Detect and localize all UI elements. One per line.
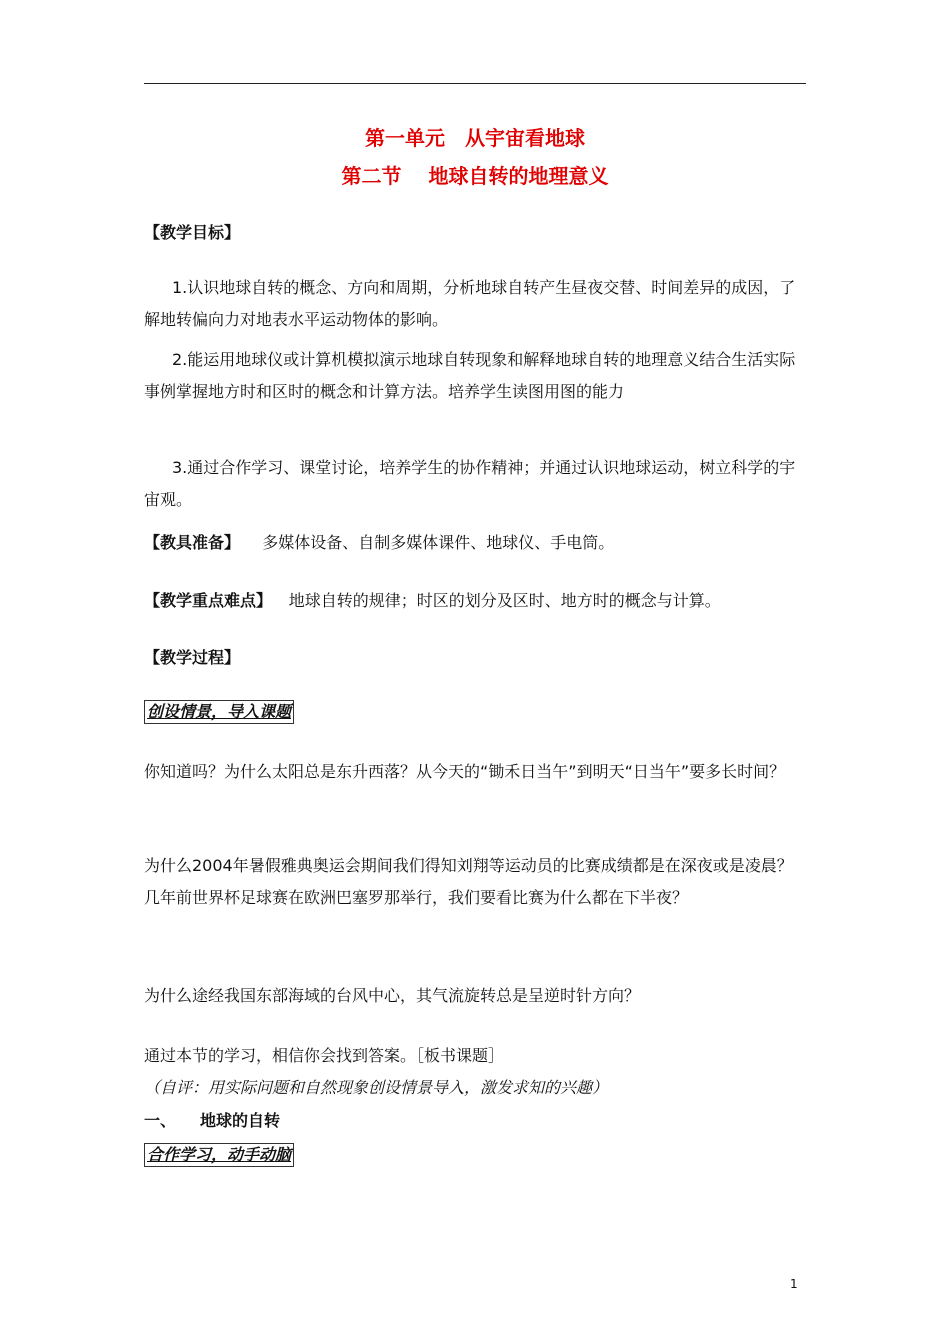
key-points-text: 地球自转的规律；时区的划分及区时、地方时的概念与计算。	[288, 591, 721, 610]
objective-3: 3.通过合作学习、课堂讨论，培养学生的协作精神；并通过认识地球运动，树立科学的宇宙观。	[144, 458, 796, 509]
objectives-heading: 【教学目标】	[144, 223, 241, 242]
question-3: 为什么途经我国东部海域的台风中心，其气流旋转总是呈逆时针方向？	[144, 986, 641, 1005]
key-points-line	[144, 588, 721, 611]
question-2: 为什么2004年暑假雅典奥运会期间我们得知刘翔等运动员的比赛成绩都是在深夜或是凌晨？ 几年前世界杯足球赛在欧洲巴塞罗那举行，我们要看比赛为什么都在下半夜？	[144, 856, 793, 907]
cooperation-box: 合作学习，动手动脑	[144, 1143, 294, 1167]
page-number: 1	[790, 1277, 798, 1291]
tools-line	[144, 530, 614, 553]
header-rule	[144, 83, 806, 84]
objective-2: 2.能运用地球仪或计算机模拟演示地球自转现象和解释地球自转的地理意义结合生活实际事例掌握地方时和区时的概念和计算方法。培养学生读图用图的能力	[144, 350, 796, 401]
objective-1: 1.认识地球自转的概念、方向和周期，分析地球自转产生昼夜交替、时间差异的成因，了解地转偏向力对地表水平运动物体的影响。	[144, 278, 796, 329]
section-title: 第二节 地球自转的地理意义	[341, 164, 609, 188]
tools-text: 多媒体设备、自制多媒体课件、地球仪、手电筒。	[262, 533, 615, 552]
section-1-title: 一、 地球的自转	[144, 1111, 281, 1130]
unit-title: 第一单元 从宇宙看地球	[365, 126, 585, 150]
question-1: 你知道吗？为什么太阳总是东升西落？从今天的“锄禾日当午”到明天“日当午”要多长时间？	[144, 762, 786, 781]
tools-heading: 【教具准备】	[144, 533, 241, 552]
key-points-heading: 【教学重点难点】	[144, 591, 273, 610]
intro-box: 创设情景，导入课题	[144, 700, 294, 724]
question-4: 通过本节的学习，相信你会找到答案。［板书课题］	[144, 1046, 505, 1065]
process-heading: 【教学过程】	[144, 648, 241, 667]
self-comment: （自评：用实际问题和自然现象创设情景导入，激发求知的兴趣）	[144, 1078, 609, 1097]
